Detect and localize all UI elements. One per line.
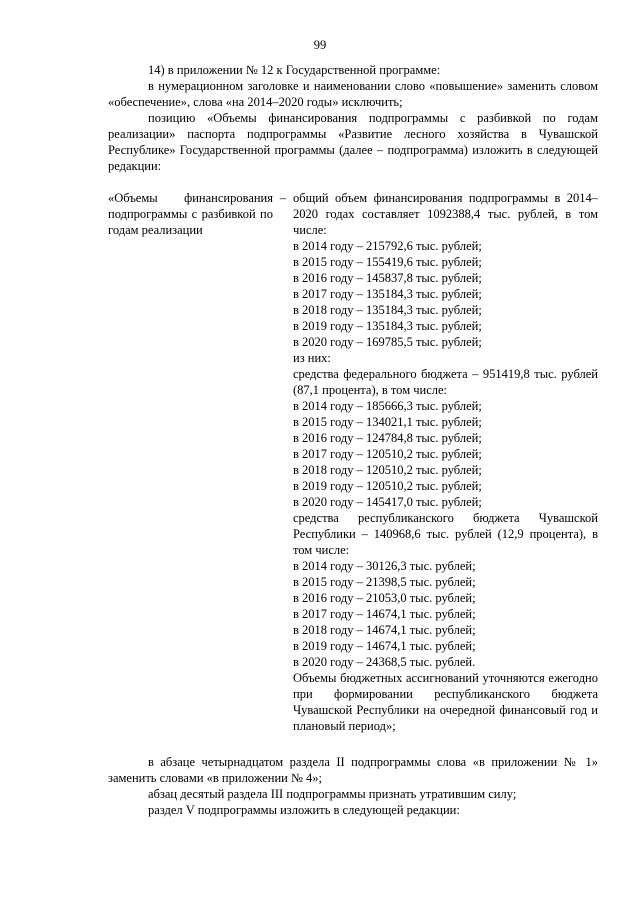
intro-paragraph-3: позицию «Объемы финансирования подпрограммы с разбивкой по годам реализации» паспорта подпрограммы «Развитие лесного хозяйства в Чувашской Республике» Государственной программы (далее – подпрограмма) изложить в следующей редакции: xyxy=(108,111,598,173)
table-line: в 2016 году – 145837,8 тыс. рублей; xyxy=(293,271,482,285)
table-line: из них: xyxy=(293,351,331,365)
outro-paragraph-3: раздел V подпрограммы изложить в следующей редакции: xyxy=(148,803,460,817)
table-line: в 2020 году – 169785,5 тыс. рублей; xyxy=(293,335,482,349)
table-line: в 2018 году – 135184,3 тыс. рублей; xyxy=(293,303,482,317)
table-line: в 2014 году – 185666,3 тыс. рублей; xyxy=(293,399,482,413)
table-line: в 2018 году – 14674,1 тыс. рублей; xyxy=(293,623,476,637)
intro-text xyxy=(108,62,598,174)
table-line: в 2014 году – 215792,6 тыс. рублей; xyxy=(293,239,482,253)
page-number: 99 xyxy=(313,38,327,52)
table-line: в 2014 году – 30126,3 тыс. рублей; xyxy=(293,559,476,573)
table-line: Объемы бюджетных ассигнований уточняются ежегодно при формировании республиканского бюджета Чувашской Республики на очередной финансовый год и плановый период»; xyxy=(293,671,598,733)
outro-text xyxy=(108,754,598,818)
table-line: в 2020 году – 24368,5 тыс. рублей. xyxy=(293,655,476,669)
intro-paragraph-2: в нумерационном заголовке и наименовании слово «повышение» заменить словом «обеспечение», слова «на 2014–2020 годы» исключить; xyxy=(108,79,598,109)
intro-paragraph-1: 14) в приложении № 12 к Государственной программе: xyxy=(148,63,441,77)
table-line: в 2017 году – 120510,2 тыс. рублей; xyxy=(293,447,482,461)
table-line: в 2017 году – 14674,1 тыс. рублей; xyxy=(293,607,476,621)
outro-paragraph-2: абзац десятый раздела III подпрограммы признать утратившим силу; xyxy=(148,787,517,801)
table-line: в 2020 году – 145417,0 тыс. рублей; xyxy=(293,495,482,509)
table-line: в 2015 году – 21398,5 тыс. рублей; xyxy=(293,575,476,589)
table-line: в 2019 году – 14674,1 тыс. рублей; xyxy=(293,639,476,653)
table-line: общий объем финансирования подпрограммы в 2014–2020 годах составляет 1092388,4 тыс. рублей, в том числе: xyxy=(293,191,598,237)
table-line: в 2015 году – 134021,1 тыс. рублей; xyxy=(293,415,482,429)
table-left-cell: «Объемы финансирования подпрограммы с разбивкой по годам реализации xyxy=(108,191,273,237)
table-line: в 2018 году – 120510,2 тыс. рублей; xyxy=(293,463,482,477)
table-line: в 2016 году – 124784,8 тыс. рублей; xyxy=(293,431,482,445)
table-line: в 2017 году – 135184,3 тыс. рублей; xyxy=(293,287,482,301)
table-dash: – xyxy=(279,191,287,205)
table-right-cell xyxy=(293,190,598,734)
table-line: в 2016 году – 21053,0 тыс. рублей; xyxy=(293,591,476,605)
table-line: средства федерального бюджета – 951419,8 тыс. рублей (87,1 процента), в том числе: xyxy=(293,367,598,397)
table-line: средства республиканского бюджета Чувашской Республики – 140968,6 тыс. рублей (12,9 процента), в том числе: xyxy=(293,511,598,557)
outro-paragraph-1: в абзаце четырнадцатом раздела II подпрограммы слова «в приложении № 1» заменить словами «в приложении № 4»; xyxy=(108,755,598,785)
table-line: в 2019 году – 120510,2 тыс. рублей; xyxy=(293,479,482,493)
table-line: в 2019 году – 135184,3 тыс. рублей; xyxy=(293,319,482,333)
funding-table xyxy=(108,190,598,734)
table-line: в 2015 году – 155419,6 тыс. рублей; xyxy=(293,255,482,269)
